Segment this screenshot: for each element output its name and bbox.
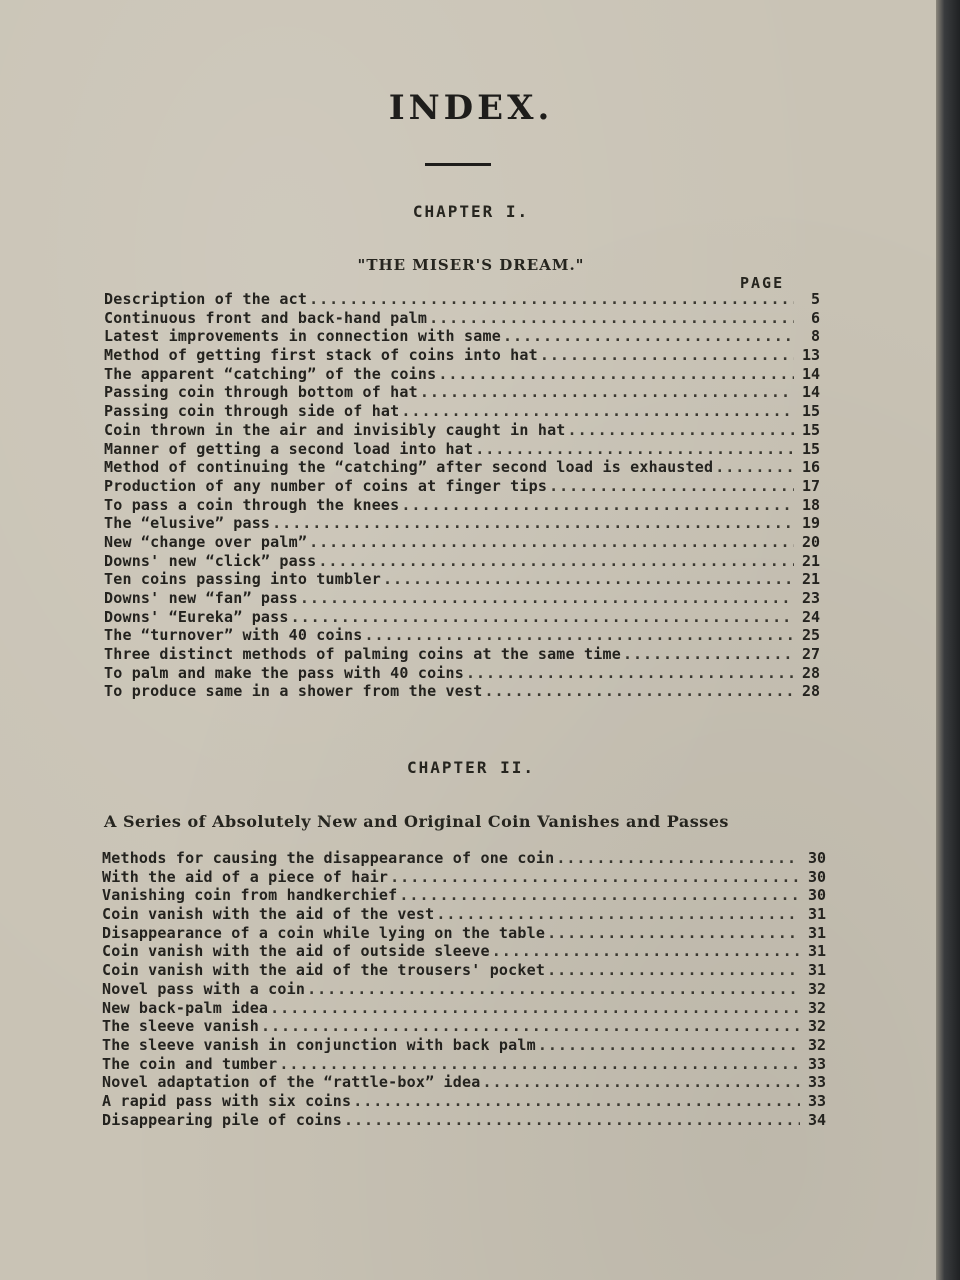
entry-page-number: 30	[807, 849, 826, 867]
dot-leader	[309, 533, 794, 551]
index-entry	[104, 365, 820, 384]
index-entry	[104, 327, 820, 346]
entry-page-number: 15	[801, 439, 820, 458]
entry-title: With the aid of a piece of hair	[102, 867, 389, 886]
entry-title: The coin and tumber	[102, 1054, 278, 1073]
dot-leader	[279, 1055, 800, 1073]
chapter-2-subtitle: A Series of Absolutely New and Original Coin Vanishes and Passes	[104, 812, 729, 831]
entry-title: Latest improvements in connection with same	[104, 327, 501, 346]
dot-leader	[540, 346, 794, 364]
dot-leader	[475, 440, 794, 458]
entry-page-number: 8	[810, 327, 820, 346]
chapter-2-heading: CHAPTER II.	[407, 758, 535, 777]
dot-leader	[568, 421, 794, 439]
chapter-1-heading: CHAPTER I.	[412, 202, 530, 221]
entry-page-number: 14	[801, 364, 820, 383]
dot-leader	[547, 961, 800, 979]
entry-page-number: 33	[807, 1054, 826, 1073]
index-entry	[104, 496, 820, 515]
chapter-2-entry-list	[102, 849, 826, 1129]
entry-page-number: 31	[807, 905, 826, 924]
entry-page-number: 24	[801, 607, 820, 626]
entry-page-number: 21	[801, 570, 820, 589]
dot-leader	[538, 1036, 800, 1054]
entry-page-number: 32	[807, 1017, 826, 1036]
index-entry	[102, 1073, 826, 1092]
index-entry	[104, 626, 820, 645]
entry-page-number: 33	[807, 1091, 826, 1110]
dot-leader	[399, 886, 800, 904]
entry-page-number: 16	[801, 458, 820, 477]
index-entry	[104, 664, 820, 683]
entry-page-number: 31	[807, 961, 826, 980]
dot-leader	[300, 589, 794, 607]
dot-leader	[492, 942, 800, 960]
dot-leader	[715, 458, 794, 476]
index-entry	[104, 290, 820, 309]
index-entry	[104, 514, 820, 533]
dot-leader	[401, 496, 794, 514]
entry-title: To pass a coin through the knees	[104, 495, 400, 514]
dot-leader	[438, 365, 794, 383]
entry-title: Methods for causing the disappearance of one coin	[102, 849, 555, 867]
dot-leader	[484, 682, 794, 700]
entry-page-number: 17	[801, 476, 820, 495]
dot-leader	[353, 1092, 800, 1110]
index-entry	[102, 868, 826, 887]
entry-title: To produce same in a shower from the vest	[104, 682, 483, 701]
entry-page-number: 28	[801, 663, 820, 682]
dot-leader	[291, 608, 794, 626]
entry-title: Vanishing coin from handkerchief	[102, 886, 398, 905]
dot-leader	[547, 924, 800, 942]
entry-title: The apparent “catching” of the coins	[104, 364, 437, 383]
dot-leader	[272, 514, 794, 532]
dot-leader	[623, 645, 794, 663]
index-entry	[102, 961, 826, 980]
index-entry	[104, 608, 820, 627]
entry-page-number: 31	[807, 942, 826, 961]
entry-page-number: 30	[807, 867, 826, 886]
dot-leader	[383, 570, 794, 588]
dot-leader	[318, 552, 794, 570]
entry-title: Production of any number of coins at finger tips	[104, 476, 548, 495]
entry-page-number: 13	[801, 346, 820, 365]
entry-title: Coin vanish with the aid of the trousers' pocket	[102, 961, 546, 980]
entry-title: A rapid pass with six coins	[102, 1091, 352, 1110]
entry-title: Coin vanish with the aid of the vest	[102, 905, 435, 924]
dot-leader	[429, 309, 794, 327]
dot-leader	[556, 849, 800, 867]
entry-title: Manner of getting a second load into hat	[104, 439, 474, 458]
entry-page-number: 32	[807, 998, 826, 1017]
entry-title: Method of getting first stack of coins into hat	[104, 346, 538, 365]
dot-leader	[503, 327, 794, 345]
index-entry	[102, 980, 826, 999]
entry-page-number: 27	[801, 645, 820, 664]
entry-page-number: 15	[801, 402, 820, 421]
index-entry	[104, 458, 820, 477]
index-entry	[104, 533, 820, 552]
index-entry	[104, 383, 820, 402]
entry-title: Ten coins passing into tumbler	[104, 570, 381, 589]
chapter-1-subtitle: "THE MISER'S DREAM."	[357, 256, 585, 274]
dot-leader	[270, 999, 800, 1017]
entry-title: Downs' “Eureka” pass	[104, 607, 289, 626]
entry-title: The sleeve vanish	[102, 1017, 259, 1036]
entry-page-number: 6	[810, 308, 820, 327]
entry-title: New “change over palm”	[104, 532, 308, 551]
entry-title: New back-palm idea	[102, 998, 269, 1017]
index-entry	[102, 1111, 826, 1130]
index-entry	[102, 849, 826, 868]
entry-page-number: 5	[810, 290, 820, 308]
index-entry	[102, 886, 826, 905]
page-title: INDEX.	[388, 88, 554, 128]
index-entry	[102, 1092, 826, 1111]
dot-leader	[482, 1073, 800, 1091]
dot-leader	[401, 402, 794, 420]
index-entry	[104, 682, 820, 701]
entry-page-number: 34	[807, 1110, 826, 1129]
entry-title: Disappearing pile of coins	[102, 1110, 342, 1129]
entry-title: Novel pass with a coin	[102, 979, 306, 998]
entry-page-number: 25	[801, 626, 820, 645]
entry-title: Passing coin through bottom of hat	[104, 383, 418, 402]
index-entry	[102, 1055, 826, 1074]
index-entry	[104, 440, 820, 459]
dot-leader	[307, 980, 800, 998]
entry-title: Downs' new “fan” pass	[104, 589, 298, 607]
entry-page-number: 19	[801, 514, 820, 533]
index-entry	[102, 942, 826, 961]
entry-page-number: 23	[801, 589, 820, 607]
book-spine-edge	[936, 0, 960, 1280]
title-divider	[425, 163, 491, 166]
entry-page-number: 15	[801, 420, 820, 439]
dot-leader	[261, 1017, 800, 1035]
entry-title: To palm and make the pass with 40 coins	[104, 663, 464, 682]
dot-leader	[309, 290, 794, 308]
entry-page-number: 18	[801, 495, 820, 514]
index-entry	[102, 1017, 826, 1036]
index-entry	[104, 552, 820, 571]
entry-page-number: 14	[801, 383, 820, 402]
index-entry	[104, 346, 820, 365]
entry-title: Downs' new “click” pass	[104, 551, 317, 570]
entry-title: The sleeve vanish in conjunction with back palm	[102, 1035, 536, 1054]
entry-title: The “elusive” pass	[104, 514, 271, 533]
entry-title: Novel adaptation of the “rattle-box” idea	[102, 1073, 481, 1092]
entry-title: Passing coin through side of hat	[104, 402, 400, 421]
index-entry	[102, 1036, 826, 1055]
entry-page-number: 28	[801, 682, 820, 701]
entry-title: The “turnover” with 40 coins	[104, 626, 363, 645]
dot-leader	[390, 868, 800, 886]
entry-page-number: 32	[807, 979, 826, 998]
index-entry	[104, 645, 820, 664]
index-entry	[104, 309, 820, 328]
entry-page-number: 32	[807, 1035, 826, 1054]
entry-page-number: 33	[807, 1073, 826, 1092]
entry-title: Coin thrown in the air and invisibly caught in hat	[104, 420, 566, 439]
entry-page-number: 31	[807, 923, 826, 942]
index-entry	[102, 905, 826, 924]
entry-title: Three distinct methods of palming coins at the same time	[104, 645, 621, 664]
entry-title: Continuous front and back-hand palm	[104, 308, 428, 327]
index-entry	[104, 589, 820, 608]
index-entry	[104, 402, 820, 421]
index-entry	[104, 421, 820, 440]
entry-title: Method of continuing the “catching” after second load is exhausted	[104, 458, 714, 477]
dot-leader	[344, 1111, 800, 1129]
entry-page-number: 30	[807, 886, 826, 905]
dot-leader	[549, 477, 794, 495]
index-entry	[104, 477, 820, 496]
page-column-label: PAGE	[740, 274, 785, 292]
entry-page-number: 20	[801, 532, 820, 551]
index-entry	[102, 999, 826, 1018]
dot-leader	[420, 383, 794, 401]
dot-leader	[364, 626, 794, 644]
entry-page-number: 21	[801, 551, 820, 570]
index-entry	[104, 570, 820, 589]
index-entry	[102, 924, 826, 943]
entry-title: Description of the act	[104, 290, 308, 308]
dot-leader	[466, 664, 794, 682]
chapter-1-entry-list	[104, 290, 820, 701]
entry-title: Disappearance of a coin while lying on the table	[102, 923, 546, 942]
entry-title: Coin vanish with the aid of outside sleeve	[102, 942, 490, 961]
dot-leader	[436, 905, 800, 923]
